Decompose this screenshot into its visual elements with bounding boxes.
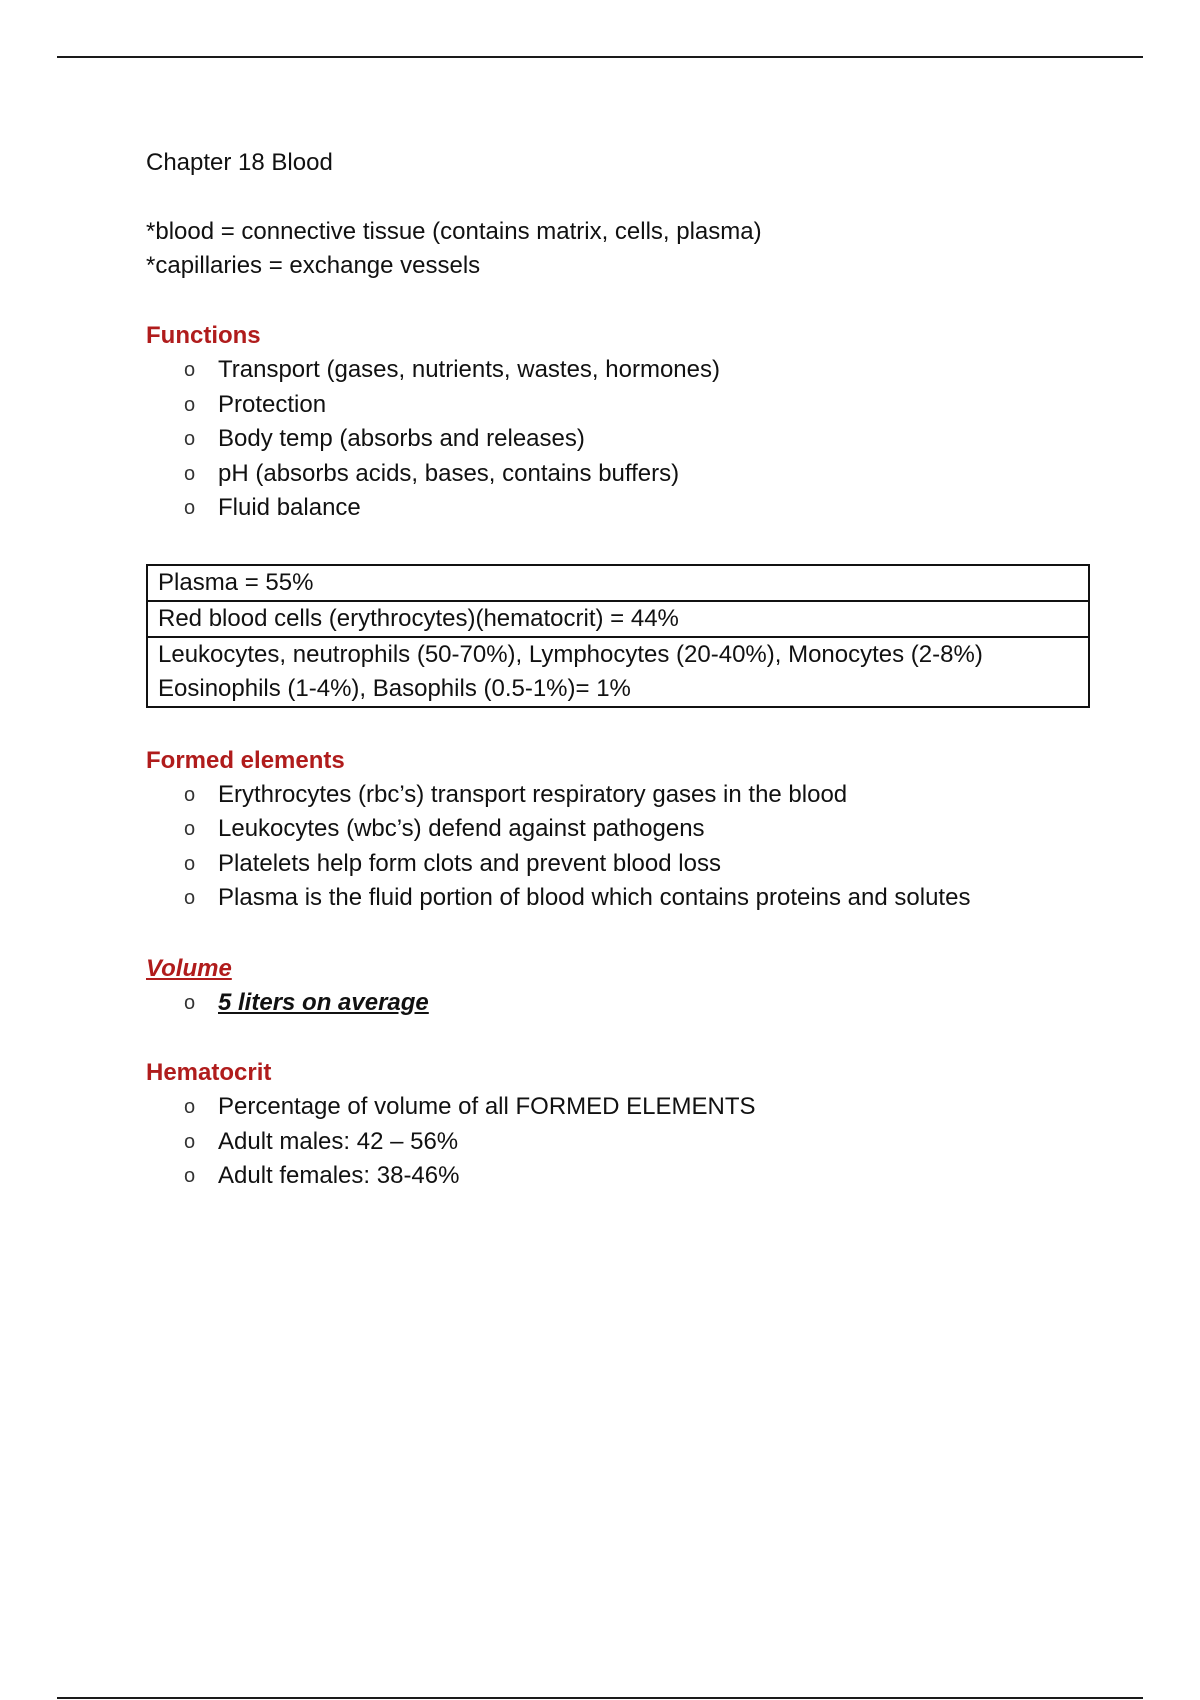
list-item: o Protection [146, 388, 1106, 423]
functions-heading: Functions [146, 322, 261, 349]
hematocrit-list [146, 1090, 1106, 1194]
functions-list [146, 353, 1106, 526]
top-rule [57, 56, 1143, 58]
circle-bullet-icon: o [184, 393, 196, 416]
list-item: o pH (absorbs acids, bases, contains buffers) [146, 457, 1106, 492]
page-title: Chapter 18 Blood [146, 149, 333, 176]
circle-bullet-icon: o [184, 818, 196, 840]
table-row [147, 565, 1089, 601]
notes [146, 215, 1106, 283]
list-item: o Erythrocytes (rbc’s) transport respiratory gases in the blood [146, 778, 1106, 813]
circle-bullet-icon: o [184, 852, 196, 875]
functions-section [146, 319, 1106, 526]
volume-heading: Volume [146, 954, 232, 982]
document-body [146, 146, 1106, 1194]
list-item: o Adult females: 38-46% [146, 1159, 1106, 1194]
table-row [147, 601, 1089, 637]
circle-bullet-icon: o [184, 497, 196, 519]
note-line: *blood = connective tissue (contains matrix, cells, plasma) [146, 218, 762, 245]
bottom-rule [57, 1697, 1143, 1699]
list-item: o Fluid balance [146, 491, 1106, 526]
formed-elements-section [146, 744, 1106, 916]
hematocrit-heading: Hematocrit [146, 1059, 272, 1086]
list-item: o Plasma is the fluid portion of blood which contains proteins and solutes [146, 881, 1106, 916]
formed-elements-heading: Formed elements [146, 746, 345, 774]
formed-elements-list [146, 778, 1106, 916]
circle-bullet-icon: o [184, 783, 196, 806]
circle-bullet-icon: o [184, 462, 196, 485]
list-item: o Leukocytes (wbc’s) defend against pathogens [146, 812, 1106, 847]
volume-list [146, 986, 1106, 1021]
list-item: o Body temp (absorbs and releases) [146, 422, 1106, 457]
hematocrit-section [146, 1056, 1106, 1194]
circle-bullet-icon: o [184, 1130, 196, 1153]
table-cell: Red blood cells (erythrocytes)(hematocrit) = 44% [147, 601, 1089, 637]
circle-bullet-icon: o [184, 991, 196, 1014]
list-item: o Adult males: 42 – 56% [146, 1125, 1106, 1160]
circle-bullet-icon: o [184, 1096, 196, 1118]
list-item: o 5 liters on average [146, 986, 1106, 1021]
circle-bullet-icon: o [184, 428, 196, 450]
list-item: o Transport (gases, nutrients, wastes, hormones) [146, 353, 1106, 388]
circle-bullet-icon: o [184, 887, 196, 909]
blood-composition-table [146, 564, 1090, 708]
volume-section [146, 952, 1106, 1021]
table-row [147, 637, 1089, 707]
note-line: *capillaries = exchange vessels [146, 252, 481, 279]
list-item: o Percentage of volume of all FORMED ELEMENTS [146, 1090, 1106, 1125]
list-item: o Platelets help form clots and prevent blood loss [146, 847, 1106, 882]
circle-bullet-icon: o [184, 359, 196, 381]
table-cell: Plasma = 55% [147, 565, 1089, 601]
circle-bullet-icon: o [184, 1165, 196, 1187]
table-cell: Leukocytes, neutrophils (50-70%), Lymphocytes (20-40%), Monocytes (2-8%) Eosinophils (1-4%), Basophils (0.5-1%)= 1% [147, 637, 1089, 707]
